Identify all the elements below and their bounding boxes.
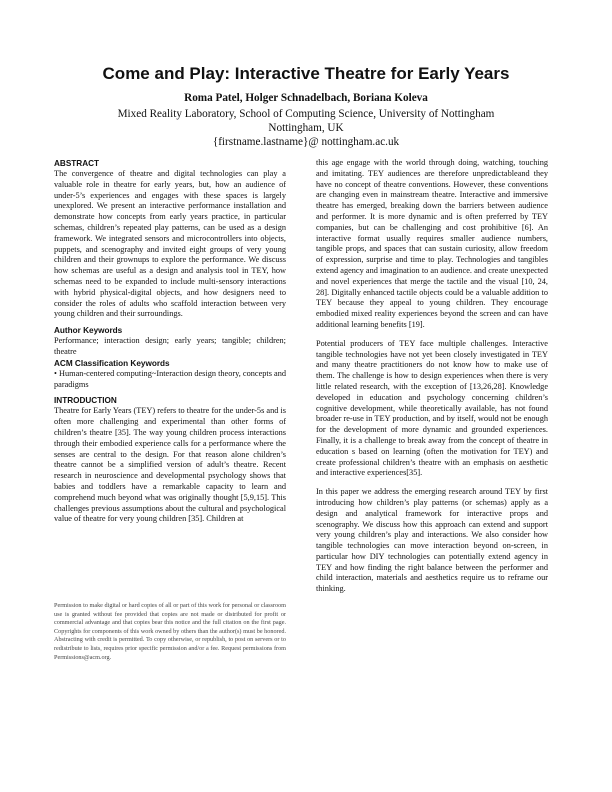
abstract-text: The convergence of theatre and digital technologies can play a valuable role in theatre for early years, but, how an audience of under-5’s experiences and engages with these spaces is largely unexplored. We present an interactive performance installation and demonstrate how concepts from early years practice, in particular schemas, children’s repeated play patterns, can be used as a design framework. We integrated sensors and microcontrollers into objects, puppets, and scenography and invited eight groups of very young children and their grownups to explore the performance. We discuss how schemas are useful as a design and analysis tool in TEY, how schemas need to be expanded to include multi-sensory interactions with hybrid physical-digital objects, and how designers need to consider the roles of adults who scaffold interaction between very young children and their surroundings. — [54, 169, 286, 319]
introduction-text: Theatre for Early Years (TEY) refers to theatre for the under-5s and is often more challenging and experimental than other forms of children’s theatre [35]. The way young children process interactions through their embodied experience calls for a performance where the senses are central to the design. For that reason alone children’s theatre cannot be a simplified version of adult’s theatre. Recent research in neuroscience and developmental psychology shows that babies and toddlers have a remarkable capacity to learn and comprehend much beyond what was originally thought [5,9,15]. This challenges previous assumptions about the cultural and psychological value of theatre for very young children [35]. Children at — [54, 406, 286, 524]
author-list: Roma Patel, Holger Schnadelbach, Boriana Koleva — [184, 92, 428, 104]
body-paragraph-3: In this paper we address the emerging research around TEY by first introducing how children’s play patterns (or schemas) apply as a design and analytical framework for interactive props and scenography. We discuss how this approach can extend and support very young children’s play and interactions. We also consider how tangible technologies can move interaction beyond on-screen, in particular how DIY technologies can potentially extend agency in TEY and how finding the right balance between the performer and child interaction, materials and aesthetics require us to reframe our thinking. — [316, 487, 548, 594]
acm-keywords-text: • Human-centered computing~Interaction design theory, concepts and paradigms — [54, 368, 286, 389]
affiliation-location: Nottingham, UK — [268, 122, 344, 134]
author-email: {firstname.lastname}@ nottingham.ac.uk — [212, 136, 400, 148]
permission-notice: Permission to make digital or hard copies of all or part of this work for personal or classroom use is granted without fee provided that copies are not made or distributed for profit or commercial advantage and that copies bear this notice and the full citation on the first page. Copyrights for components of this work owned by others than the author(s) must be honored. Abstracting with credit is permitted. To copy otherwise, or republish, to post on servers or to redistribute to lists, requires prior specific permission and/or a fee. Request permissions from Permissions@acm.org. — [54, 602, 286, 661]
acm-keywords-heading: ACM Classification Keywords — [54, 358, 170, 368]
author-keywords-text: Performance; interaction design; early years; tangible; children; theatre — [54, 336, 286, 356]
affiliation: Mixed Reality Laboratory, School of Computing Science, University of Nottingham — [117, 108, 495, 120]
paper-title: Come and Play: Interactive Theatre for Early Years — [102, 64, 510, 83]
author-keywords-heading: Author Keywords — [54, 326, 123, 336]
introduction-heading: INTRODUCTION — [54, 396, 117, 406]
abstract-heading: ABSTRACT — [54, 159, 100, 168]
body-paragraph-1: this age engage with the world through doing, watching, touching and imitating. TEY audiences are therefore unpredictableand they have no concept of theatre conventions. However, these conventions are changing even in mainstream theatre. Interactive and immersive theatre has emerged, breaking down the barriers between audience and performer. It is more dynamic and is often preferred by TEY companies, but can be challenging and cost prohibitive [6]. An interactive format usually requires smaller audience numbers, tangible props, and spaces that can sustain curiosity, allow freedom of expression, surprise and time to play. Technologies and tangibles extend agency and imagination to an audience. and create unexpected and novel experiences that merge the tactile and the visual [10, 24, 28]. Digitally enhanced tactile objects could be a valuable addition to TEY because they appeal to young children. They encourage embodied mixed reality experiences beyond the screen and can have additional learning benefits [19]. — [316, 158, 548, 329]
right-column — [316, 158, 548, 595]
body-paragraph-2: Potential producers of TEY face multiple challenges. Interactive tangible technologies have not yet been closely investigated in TEY and many theatre practitioners do not know how to make use of them. The challenge is how to design experiences when there is very little related research, with the exception of [13,26,28]. Knowledge developed in education and psychology concerning children’s cognitive development, while theoretically available, has not found broader re-use in TEY production, and by itself, would not be enough for the development of more dynamic and grounded experiences. Finally, it is a challenge to break away from the concept of theatre in education s based on learning (often the motivation for TEY) and create professional children’s theatre with an emphasis on aesthetic and interactive experiences[35]. — [316, 338, 548, 478]
left-column — [54, 158, 286, 525]
